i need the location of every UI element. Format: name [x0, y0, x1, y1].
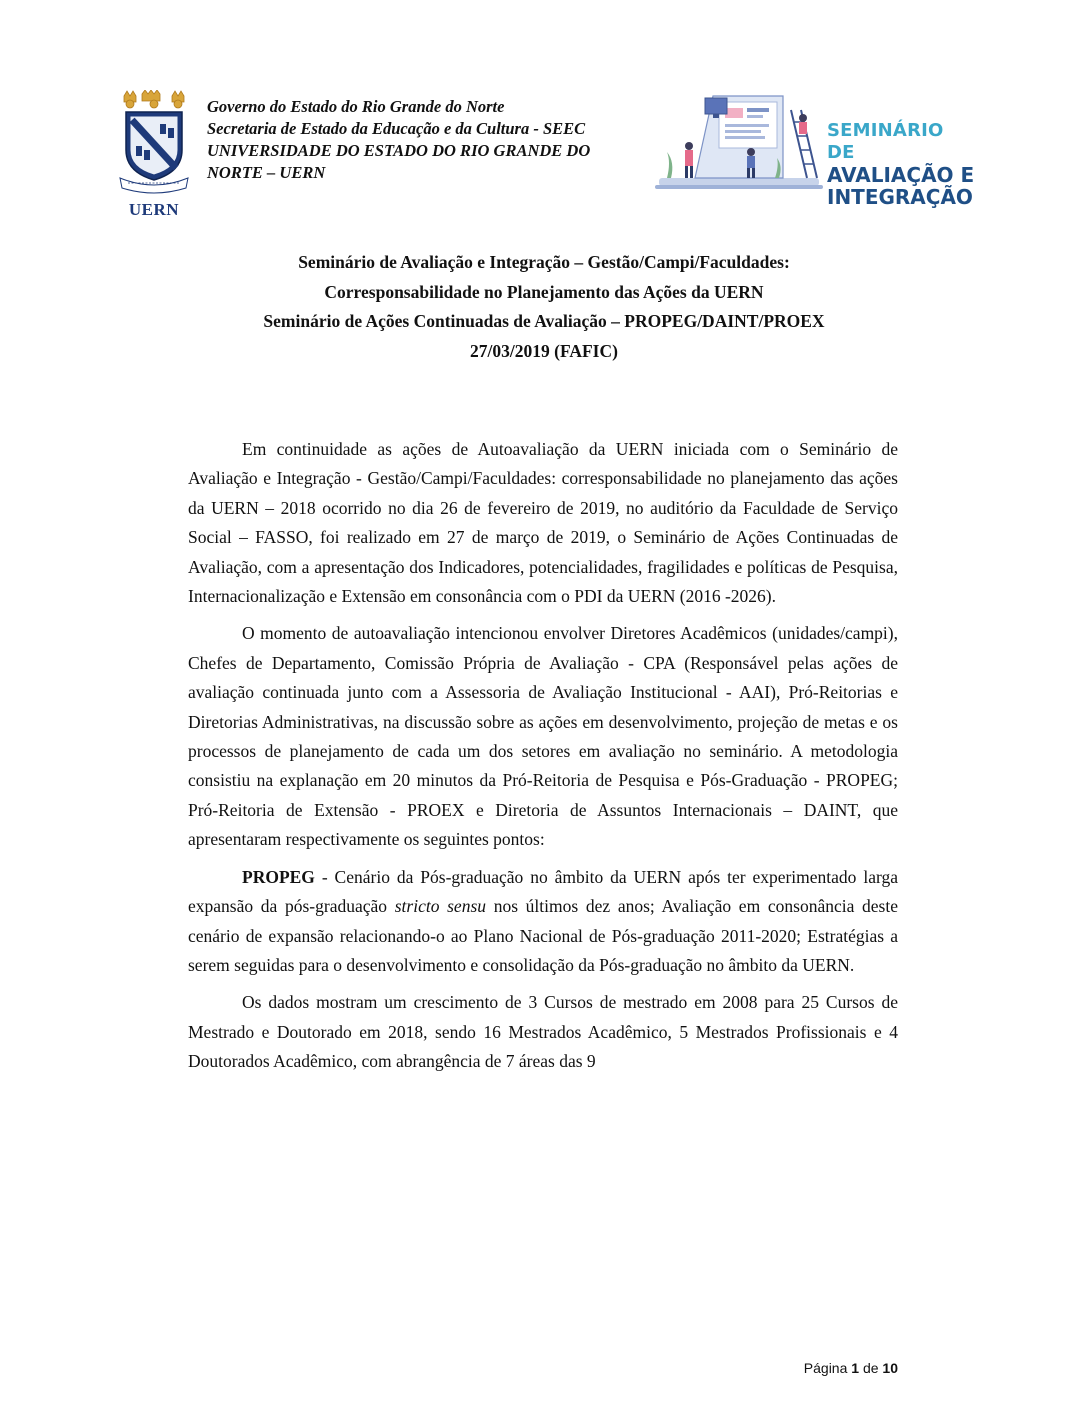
document-body: [188, 435, 898, 1085]
page-number-middle: de: [859, 1360, 883, 1376]
page-number-prefix: Página: [803, 1360, 852, 1376]
paragraph-3-text-a: - Cenário da Pós-graduação no âmbito da UERN após ter experimentado larga expansão da pós-graduação: [188, 866, 898, 917]
header-line-university-cont: NORTE – UERN: [207, 163, 326, 182]
seminar-illustration-icon: [655, 90, 825, 200]
title-line-2: Corresponsabilidade no Planejamento das Ações da UERN: [324, 281, 764, 302]
title-line-1: Seminário de Avaliação e Integração – Gestão/Campi/Faculdades:: [298, 252, 790, 272]
stricto-sensu-term: stricto sensu: [394, 896, 487, 917]
seminar-logo-line1: SEMINÁRIO DE: [827, 120, 944, 163]
institution-header: [207, 96, 667, 184]
document-title: [140, 248, 948, 366]
page-current: 1: [851, 1360, 860, 1376]
paragraph-3-text-b: nos últimos dez anos; Avaliação em consonância deste cenário de expansão relacionando-o ao Plano Nacional de Pós-graduação 2011-2020; Estratégias a serem seguidas para o desenvolvimento e consolidação da Pós-graduação no âmbito da UERN.: [188, 896, 898, 975]
header-line-university: UNIVERSIDADE DO ESTADO DO RIO GRANDE DO: [207, 141, 591, 160]
uern-logo-wordmark: UERN: [128, 200, 180, 219]
propeg-label: PROPEG: [242, 866, 315, 887]
seminar-logo-line2: AVALIAÇÃO E: [827, 163, 975, 187]
paragraph-4: Os dados mostram um crescimento de 3 Cursos de mestrado em 2008 para 25 Cursos de Mestrado e Doutorado em 2018, sendo 16 Mestrados Acadêmico, 5 Mestrados Profissionais e 4 Doutorados Acadêmico, com abrangência de 7 áreas das 9: [188, 992, 898, 1072]
title-line-3: Seminário de Ações Continuadas de Avaliação – PROPEG/DAINT/PROEX: [263, 311, 825, 331]
title-date: 27/03/2019 (FAFIC): [470, 340, 618, 361]
header-line-government: Governo do Estado do Rio Grande do Norte: [207, 97, 505, 116]
paragraph-1: Em continuidade as ações de Autoavaliação da UERN iniciada com o Seminário de Avaliação e Integração - Gestão/Campi/Faculdades: corresponsabilidade no planejamento das ações da UERN – 2018 ocorrido no dia 26 de fevereiro de 2019, no auditório da Faculdade de Serviço Social – FASSO, foi realizado em 27 de março de 2019, o Seminário de Ações Continuadas de Avaliação, com a apresentação dos Indicadores, potencialidades, fragilidades e políticas de Pesquisa, Internacionalização e Extensão em consonância com o PDI da UERN (2016 -2026).: [188, 439, 898, 607]
coat-of-arms-icon: [116, 90, 192, 200]
page-number: [700, 1360, 898, 1376]
paragraph-2: O momento de autoavaliação intencionou envolver Diretores Acadêmicos (unidades/campi), Chefes de Departamento, Comissão Própria de Avaliação - CPA (Responsável pelas ações de avaliação continuada junto com a Assessoria de Avaliação Institucional - AAI), Pró-Reitorias e Diretorias Administrativas, na discussão sobre as ações em desenvolvimento, projeção de metas e os processos de planejamento de cada um dos setores em avaliação no seminário. A metodologia consistiu na explanação em 20 minutos da Pró-Reitoria de Pesquisa e Pós-Graduação - PROPEG; Pró-Reitoria de Extensão - PROEX e Diretoria de Assuntos Internacionais – DAINT, que apresentaram respectivamente os seguintes pontos:: [188, 623, 898, 850]
seminar-logo-title: [827, 120, 977, 208]
page-total: 10: [882, 1360, 898, 1376]
header-line-secretariat: Secretaria de Estado da Educação e da Cultura - SEEC: [207, 119, 586, 138]
uern-coat-of-arms-logo: [116, 90, 192, 224]
seminar-logo: [655, 90, 975, 209]
seminar-logo-line3: INTEGRAÇÃO: [827, 185, 973, 209]
paragraph-3: [188, 863, 898, 981]
